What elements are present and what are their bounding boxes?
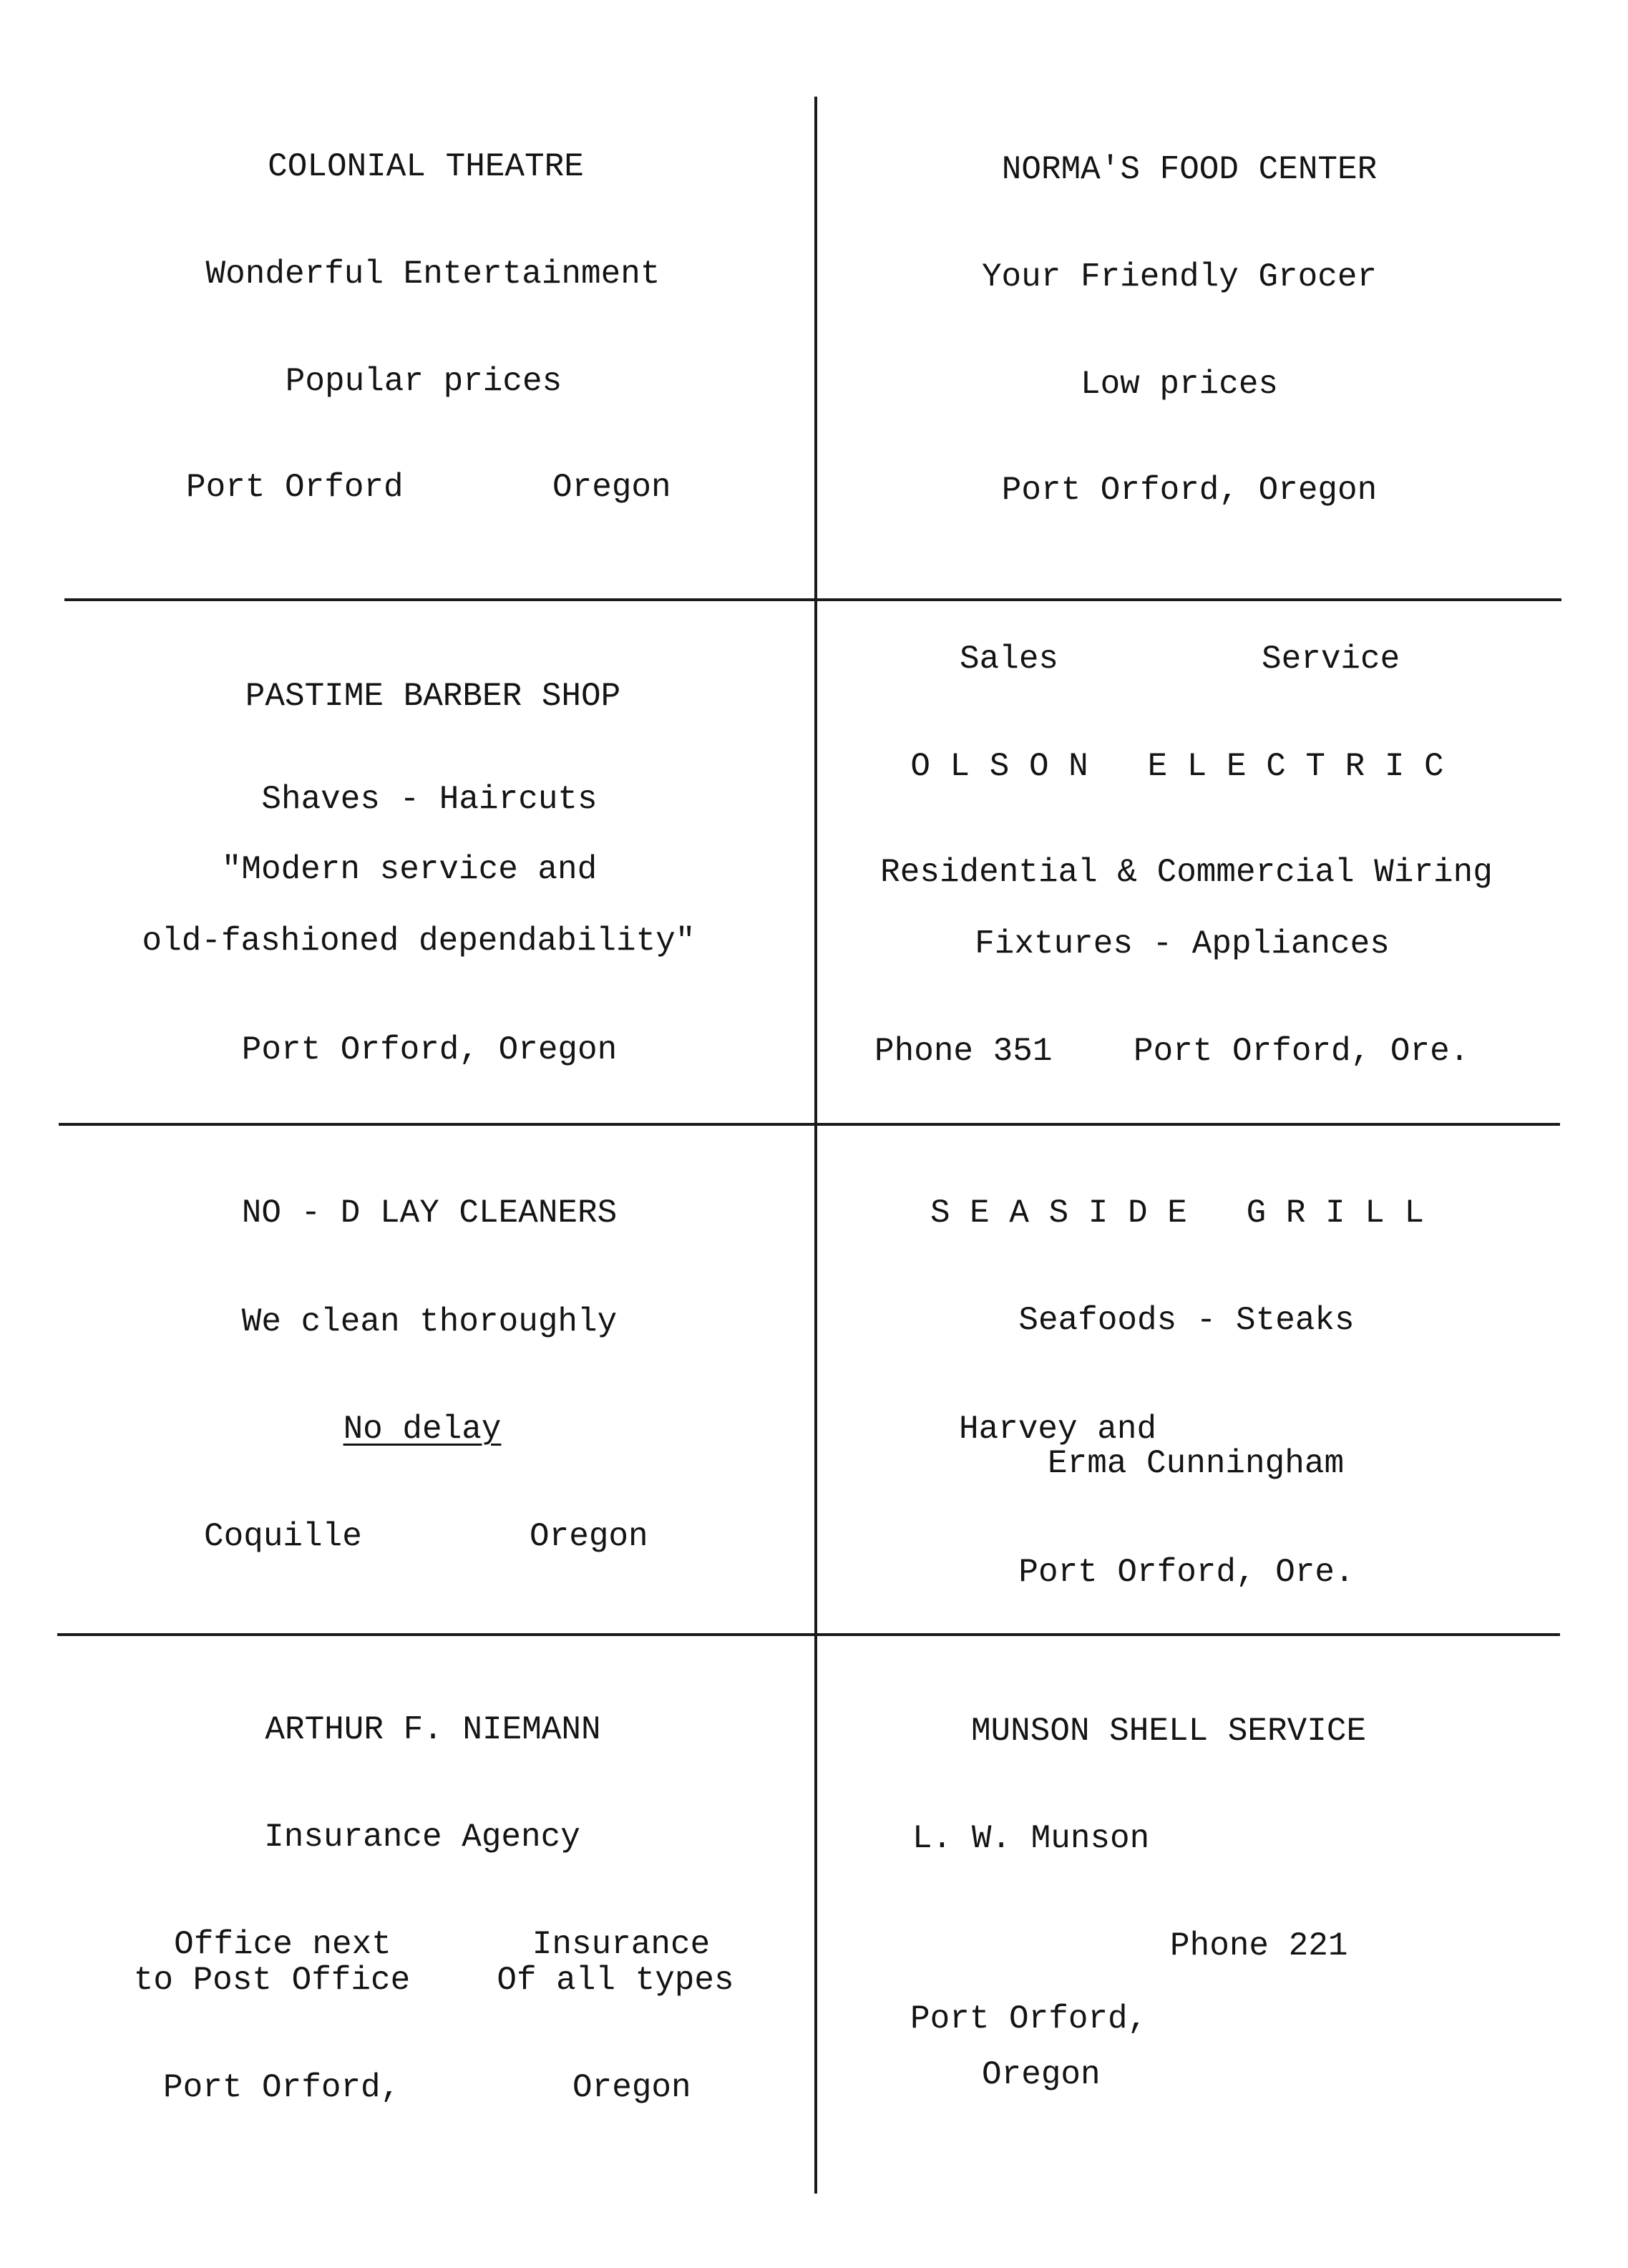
row-divider-3 xyxy=(57,1633,1560,1636)
ad-state: Oregon xyxy=(572,2069,691,2106)
ad-left-line-1: Office next xyxy=(174,1926,391,1963)
ad-service: Service xyxy=(1262,641,1400,678)
ad-title: S E A S I D E G R I L L xyxy=(930,1194,1425,1232)
ad-owner: L. W. Munson xyxy=(912,1820,1150,1857)
ad-city: Port Orford, xyxy=(910,2000,1148,2038)
center-divider xyxy=(814,97,817,2194)
ad-state: Oregon xyxy=(552,469,671,506)
ad-tagline: Residential & Commercial Wiring xyxy=(880,854,1493,891)
ad-right-line-2: Of all types xyxy=(497,1962,734,1999)
ad-title: PASTIME BARBER SHOP xyxy=(245,678,621,715)
ad-tagline: Seafoods - Steaks xyxy=(1018,1302,1355,1339)
ad-phone: Phone 221 xyxy=(1170,1927,1348,1965)
ad-title: ARTHUR F. NIEMANN xyxy=(265,1711,601,1748)
ad-state: Oregon xyxy=(982,2056,1101,2093)
ad-tagline: Your Friendly Grocer xyxy=(981,258,1378,296)
ad-phone: Phone 351 xyxy=(874,1033,1053,1070)
ad-location: Port Orford, Oregon xyxy=(241,1031,618,1069)
row-divider-1 xyxy=(64,598,1561,601)
ad-location: Port Orford, Ore. xyxy=(1134,1033,1470,1070)
ad-title: NO - D LAY CLEANERS xyxy=(241,1194,618,1232)
row-divider-2 xyxy=(59,1123,1560,1126)
ad-quote-line-1: "Modern service and xyxy=(221,851,598,888)
ad-tagline: Insurance Agency xyxy=(264,1819,580,1856)
ad-state: Oregon xyxy=(530,1518,648,1555)
ad-sales: Sales xyxy=(960,641,1059,678)
ad-location: Port Orford, Oregon xyxy=(1001,472,1378,509)
ad-subline: No delay xyxy=(343,1411,502,1448)
ad-title: COLONIAL THEATRE xyxy=(268,148,584,185)
ad-title: MUNSON SHELL SERVICE xyxy=(970,1713,1367,1750)
ad-right-line-1: Insurance xyxy=(532,1926,711,1963)
ad-city: Port Orford xyxy=(186,469,404,506)
ad-location: Port Orford, Ore. xyxy=(1018,1554,1355,1591)
ad-city: Port Orford, xyxy=(163,2069,401,2106)
ad-left-line-2: to Post Office xyxy=(133,1962,411,1999)
ad-quote-line-2: old-fashioned dependability" xyxy=(142,923,696,960)
ad-subline: Fixtures - Appliances xyxy=(975,925,1390,963)
ad-city: Coquille xyxy=(204,1518,362,1555)
ad-title: O L S O N E L E C T R I C xyxy=(910,748,1444,785)
ad-tagline: We clean thoroughly xyxy=(241,1303,618,1340)
ad-owner-line-1: Harvey and xyxy=(959,1411,1157,1448)
ad-subline: Popular prices xyxy=(285,363,562,400)
ad-tagline: Shaves - Haircuts xyxy=(261,781,598,818)
ad-subline: Low prices xyxy=(1080,366,1279,403)
ad-tagline: Wonderful Entertainment xyxy=(205,255,661,293)
ad-title: NORMA'S FOOD CENTER xyxy=(1001,151,1378,188)
ad-owner-line-2: Erma Cunningham xyxy=(1048,1445,1345,1482)
